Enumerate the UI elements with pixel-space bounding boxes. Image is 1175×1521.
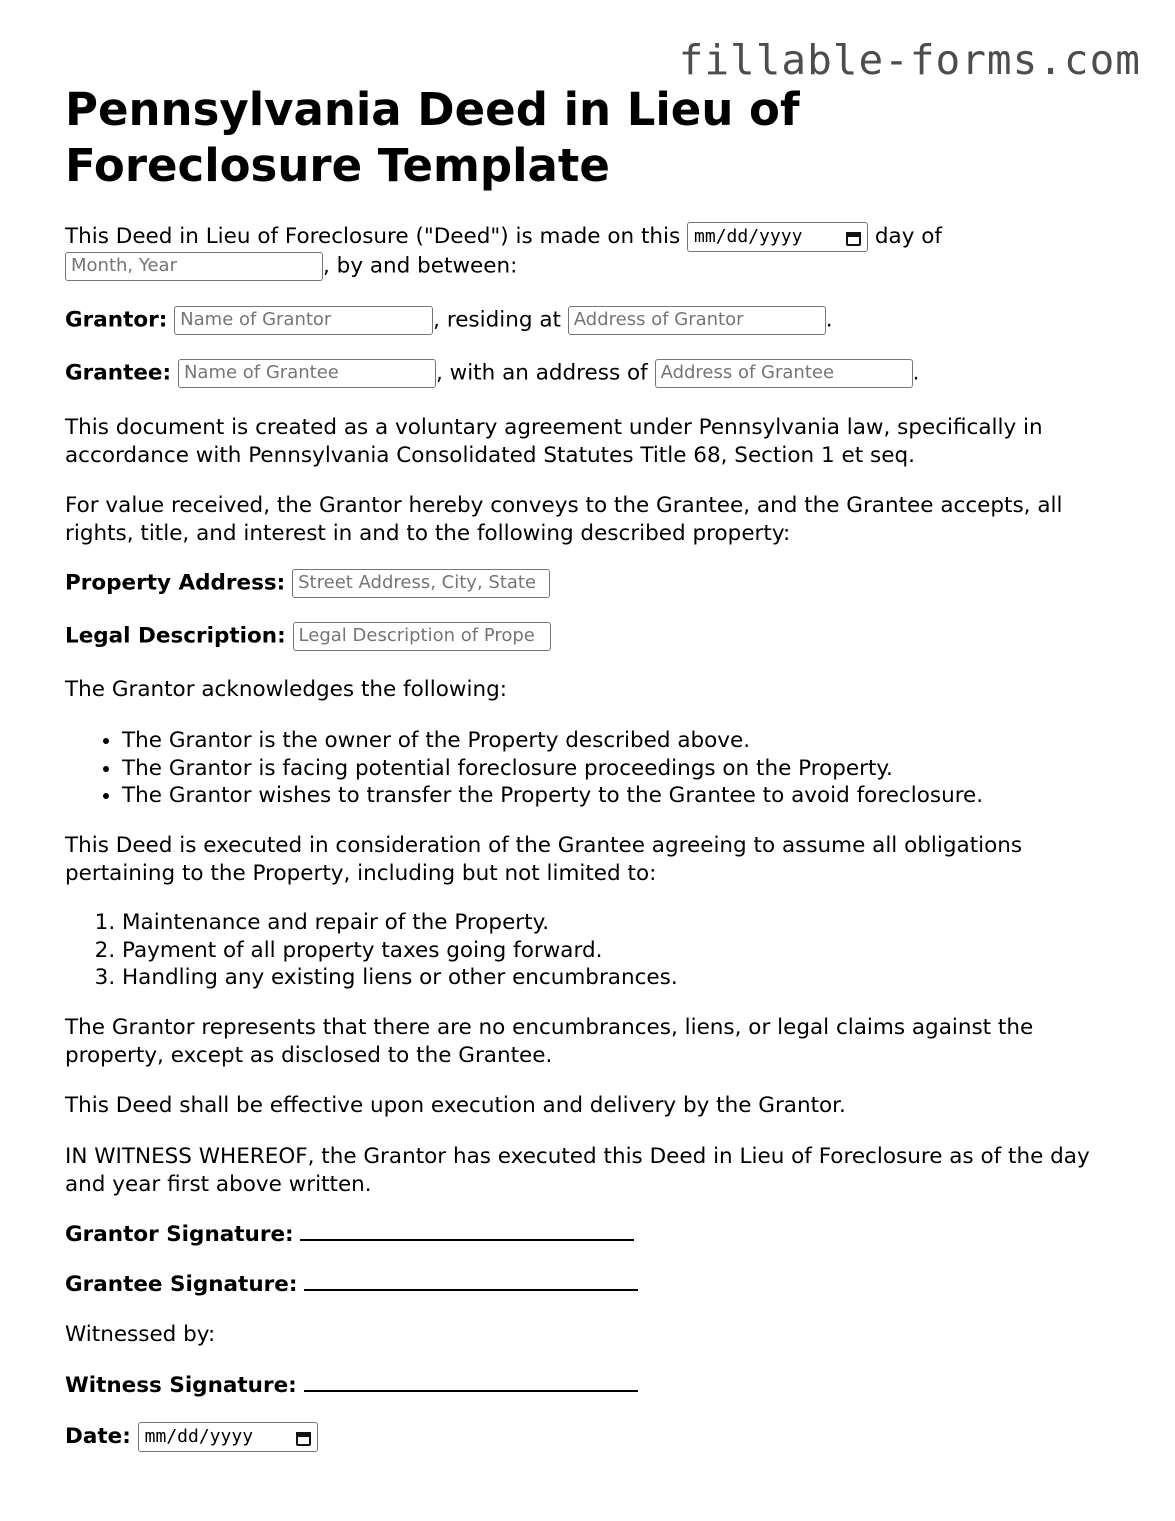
list-item: 2. Payment of all property taxes going forward.: [122, 937, 1125, 965]
grantee-middle-text: , with an address of: [435, 360, 648, 386]
grantor-signature-label: Grantor Signature:: [65, 1222, 294, 1247]
deed-date-input[interactable]: [687, 222, 868, 252]
grantee-address-input[interactable]: Address of Grantee: [655, 359, 913, 388]
grantor-signature-line: [65, 1221, 1125, 1249]
site-watermark: fillable-forms.com: [678, 36, 1141, 84]
witness-signature-label: Witness Signature:: [65, 1373, 297, 1398]
conveyance-paragraph: For value received, the Grantor hereby conveys to the Grantee, and the Grantee accepts, all rights, title, and interest in and to the following described property:: [65, 493, 1063, 546]
signature-date-input[interactable]: [138, 1422, 318, 1452]
intro-text-after-date: day of: [874, 224, 942, 249]
grantor-address-input[interactable]: Address of Grantor: [568, 306, 826, 335]
grantor-end-text: .: [825, 307, 833, 333]
legal-description-line: [65, 622, 1125, 651]
property-address-line: [65, 569, 1125, 598]
grantor-line: [65, 306, 1125, 335]
grantee-label: Grantee:: [65, 360, 172, 386]
grantor-signature-field[interactable]: [300, 1221, 634, 1241]
legal-description-label: Legal Description:: [65, 623, 286, 649]
grantee-name-input[interactable]: Name of Grantee: [178, 359, 436, 388]
grantee-signature-label: Grantee Signature:: [65, 1272, 298, 1297]
list-item: 1. Maintenance and repair of the Property.: [122, 909, 1125, 937]
date-label: Date:: [65, 1424, 131, 1449]
effective-paragraph: This Deed shall be effective upon execution and delivery by the Grantor.: [65, 1093, 846, 1118]
document-page: [65, 82, 1125, 1449]
acknowledgements-list: [65, 727, 1125, 810]
grantee-end-text: .: [912, 360, 920, 386]
property-address-label: Property Address:: [65, 570, 286, 596]
property-address-input[interactable]: Street Address, City, State: [292, 569, 550, 598]
witnessed-by-text: Witnessed by:: [65, 1322, 216, 1347]
grantor-middle-text: , residing at: [433, 307, 561, 333]
witness-signature-line: [65, 1372, 1125, 1400]
month-year-input[interactable]: Month, Year: [65, 252, 323, 281]
list-item: • The Grantor wishes to transfer the Property to the Grantee to avoid foreclosure.: [122, 782, 1125, 810]
obligations-list: [65, 909, 1125, 992]
intro-text-after-month: , by and between:: [323, 253, 518, 279]
law-paragraph: This document is created as a voluntary agreement under Pennsylvania law, specifically in accordance with Pennsylvania Consolidated Statutes Title 68, Section 1 et seq.: [65, 415, 1043, 468]
intro-paragraph: [65, 222, 1125, 281]
intro-text-before-date: This Deed in Lieu of Foreclosure ("Deed") is made on this: [65, 224, 681, 249]
list-item: • The Grantor is facing potential foreclosure proceedings on the Property.: [122, 755, 1125, 783]
deed-date-placeholder: mm/dd/yyyy: [694, 226, 803, 247]
page-title: Pennsylvania Deed in Lieu of Foreclosure Template: [65, 83, 800, 192]
grantee-line: [65, 359, 1125, 388]
grantor-label: Grantor:: [65, 307, 168, 333]
grantor-name-input[interactable]: Name of Grantor: [174, 306, 433, 335]
legal-description-input[interactable]: Legal Description of Prope: [293, 622, 551, 651]
witness-signature-field[interactable]: [304, 1372, 638, 1392]
grantee-signature-line: [65, 1271, 1125, 1299]
list-item: • The Grantor is the owner of the Property described above.: [122, 727, 1125, 755]
signature-date-placeholder: mm/dd/yyyy: [144, 1426, 254, 1447]
calendar-icon[interactable]: [295, 1429, 311, 1445]
list-item: 3. Handling any existing liens or other encumbrances.: [122, 964, 1125, 992]
calendar-icon[interactable]: [845, 229, 861, 245]
grantee-signature-field[interactable]: [304, 1271, 638, 1291]
date-line: [65, 1422, 1125, 1452]
consideration-paragraph: This Deed is executed in consideration of the Grantee agreeing to assume all obligations pertaining to the Property, including but not limited to:: [65, 833, 1023, 886]
acknowledges-intro: The Grantor acknowledges the following:: [65, 677, 507, 702]
represents-paragraph: The Grantor represents that there are no encumbrances, liens, or legal claims against the property, except as disclosed to the Grantee.: [65, 1015, 1034, 1068]
witness-whereof-paragraph: IN WITNESS WHEREOF, the Grantor has executed this Deed in Lieu of Foreclosure as of the day and year first above written.: [65, 1144, 1090, 1197]
